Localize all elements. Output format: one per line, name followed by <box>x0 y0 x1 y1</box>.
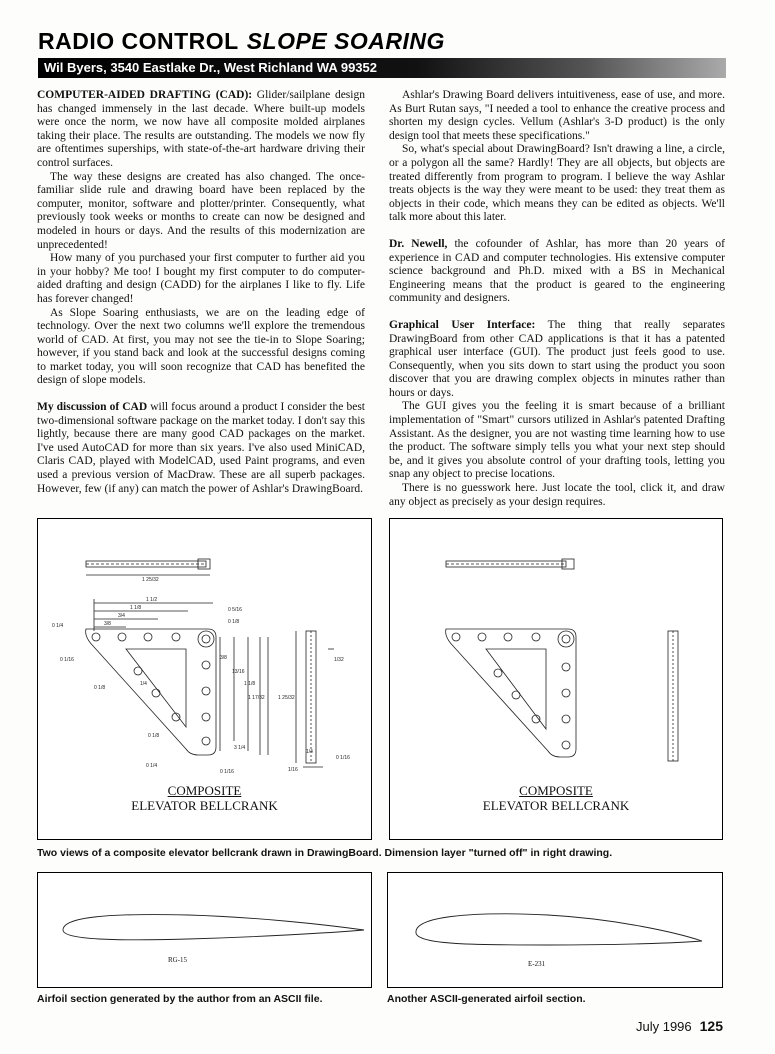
bellcrank-cutout <box>486 649 546 729</box>
paragraph: So, what's special about DrawingBoard? Isn't drawing a line, a circle, or a polygon all the same? Hardly! They are all objects, but objects are treated differently from program to program. I believe the way Ashlar treats objects is the way they were meant to be used: they treat them as objects in their code, which means they can be edited as objects. We'll talk more about this later. <box>389 143 725 224</box>
dim-label: 3/4 <box>118 613 125 619</box>
dim-label: 1 1/8 <box>244 681 256 687</box>
run-in-head: COMPUTER-AIDED DRAFTING (CAD): <box>37 89 253 101</box>
paragraph: Graphical User Interface: The thing that really separates DrawingBoard from other CAD applications is that it has a patented graphical user interface (GUI). The product just feels good to use. Consequently, when you sits down to start using the product you soon discover that you are drawing complex objects in minutes rather than hours or days. <box>389 318 725 399</box>
dim-label: 1/16 <box>288 767 298 773</box>
issue-date: July 1996 <box>635 1019 692 1034</box>
dim-label: 1/4 <box>140 681 147 687</box>
dim-label: 13/16 <box>232 669 245 675</box>
figure-caption-airfoil-right: Another ASCII-generated airfoil section. <box>387 993 586 1005</box>
paragraph: COMPUTER-AIDED DRAFTING (CAD): Glider/sailplane design has changed immensely in the last decade. Where built-up models were once the norm, we now have all composite molded airplanes taking their place. The results are outstanding. The models we now fly are oftentimes superships, with state-of-the-art hardware driving their control surfaces. <box>37 89 365 169</box>
dim-label: 3 1/4 <box>234 745 246 751</box>
article-column-left <box>37 89 365 496</box>
airfoil-name: RG-15 <box>168 956 188 964</box>
figure-caption-airfoil-left: Airfoil section generated by the author from an ASCII file. <box>37 993 323 1005</box>
run-in-head: Dr. Newell, <box>389 237 448 250</box>
dim-label: 1 25/32 <box>278 695 295 701</box>
run-in-head: Graphical User Interface: <box>389 318 536 331</box>
column-title <box>38 28 445 55</box>
airfoil-name: E-231 <box>528 960 546 968</box>
paragraph: Dr. Newell, the cofounder of Ashlar, has more than 20 years of experience in CAD and computer technologies. His extensive computer science background and Ph.D. mixed with a BS in Mechanical Engineering means that the product is geared to the engineering community and designers. <box>389 237 726 305</box>
title-italic: SLOPE SOARING <box>246 28 445 54</box>
figure-label: COMPOSITE ELEVATOR BELLCRANK <box>482 783 630 813</box>
paragraph: The way these designs are created has also changed. The once-familiar slide rule and drawing board have been replaced by the computer, monitor, software and plotter/printer. Consequently, what previously took weeks or months to create can now be designed and modeled in hours or days. And the results of this modernization are unprecedented! <box>37 170 365 251</box>
dim-label: 3/8 <box>104 621 111 627</box>
dim-label: 0 1/16 <box>220 769 234 775</box>
run-in-head: My discussion of CAD <box>37 401 148 414</box>
figure-airfoil-right <box>387 872 723 988</box>
dim-label: 0 1/4 <box>146 763 158 769</box>
paragraph: Ashlar's Drawing Board delivers intuitiveness, ease of use, and more. As Burt Rutan says, "I needed a tool to enhance the creative process and shorten my design cycles. Vellum (Ashlar's 3-D product) is the only design tool that meets these specifications." <box>389 89 725 142</box>
figure-bellcrank-plain <box>389 518 723 840</box>
airfoil-e231 <box>416 914 702 945</box>
page-footer <box>636 1018 723 1034</box>
dim-label: 0 1/16 <box>60 657 74 663</box>
dim-label: 1 1/8 <box>130 605 142 611</box>
dim-label: 1 1/2 <box>146 597 158 603</box>
article-column-right <box>389 89 725 509</box>
dim-label: 1 25/32 <box>142 577 159 583</box>
paragraph: As Slope Soaring enthusiasts, we are on the leading edge of technology. Over the next two columns we'll explore the tremendous world of CAD. At first, you may not see the tie-in to Slope Soaring; however, if you stand back and look at the successful designs coming to market today, you will soon recognize that CAD has benefited the design of slope models. <box>37 306 365 387</box>
dim-label: 0 5/16 <box>228 607 242 613</box>
figure-label: COMPOSITE ELEVATOR BELLCRANK <box>131 783 278 813</box>
dim-label: 0 1/16 <box>336 755 350 761</box>
dim-label: 0 1/8 <box>94 685 106 691</box>
dim-label: 1/4 <box>306 749 313 755</box>
paragraph: The GUI gives you the feeling it is smart because of a brilliant implementation of "Smart" cursors utilized in Ashlar's patented Drafting Assistant. As the designer, you are not wasting time learning how to use the product. The software simply tells you what your next step should be, and it gives you absolute control of your drafting tools, letting you snap any object to precise locations. <box>389 400 725 481</box>
figure-caption-bellcrank: Two views of a composite elevator bellcrank drawn in DrawingBoard. Dimension layer "turned off" in right drawing. <box>37 847 613 859</box>
airfoil-rg15 <box>63 915 364 940</box>
dim-label: 3/8 <box>220 655 227 661</box>
dim-label: 0 1/8 <box>148 733 160 739</box>
figure-bellcrank-dimensioned <box>37 518 372 840</box>
bellcrank-outline <box>446 629 576 757</box>
title-main: RADIO CONTROL <box>38 28 239 54</box>
figure-airfoil-left <box>37 872 372 988</box>
dim-label: 0 1/4 <box>52 623 64 629</box>
dim-label: 1 17/32 <box>248 695 265 701</box>
author-address: Wil Byers, 3540 Eastlake Dr., West Richland WA 99352 <box>44 60 377 75</box>
page-number: 125 <box>699 1018 723 1034</box>
paragraph: My discussion of CAD will focus around a product I consider the best two-dimensional software package on the market today. I don't say this lightly, because there are many good CAD packages on the market. I've used AutoCAD for more than six years. I've also used MiniCAD, Claris CAD, played with ModelCAD, used Paint programs, and even used a previous version of MacDraw. These are all superb packages. However, few (if any) can match the power of Ashlar's DrawingBoard. <box>37 401 365 495</box>
dim-label: 1/32 <box>334 657 344 663</box>
dim-label: 0 1/8 <box>228 619 240 625</box>
paragraph: How many of you purchased your first computer to further aid you in your hobby? Me too! I bought my first computer to do computer-aided drafting and design (CADD) for the airplanes I like to fly. Life has forever changed! <box>37 252 365 305</box>
paragraph: There is no guesswork here. Just locate the tool, click it, and draw any object as precisely as your design requires. <box>389 482 725 508</box>
author-address-bar <box>38 58 726 78</box>
